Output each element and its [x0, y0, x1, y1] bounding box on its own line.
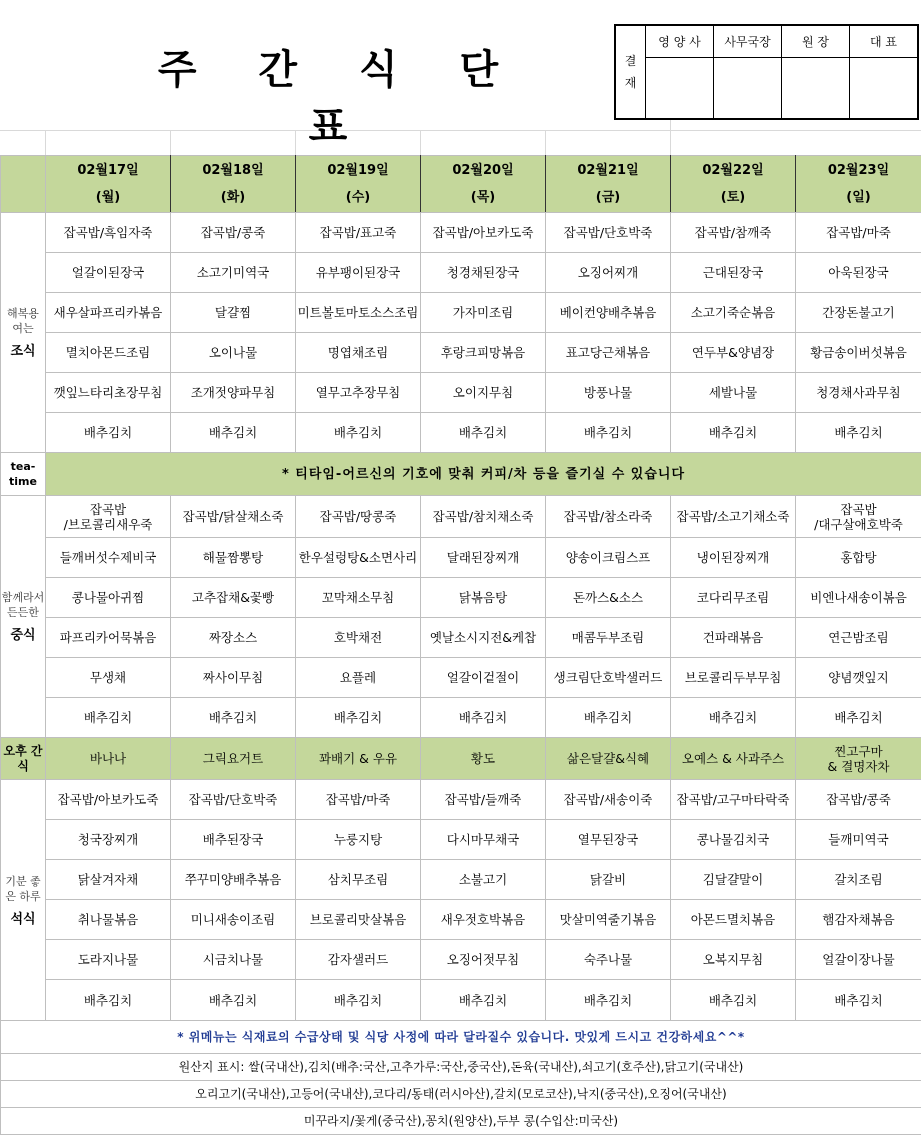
menu-item-cell: 배추김치: [421, 413, 546, 453]
menu-item-cell: 배추김치: [546, 698, 671, 738]
menu-item-cell: 소불고기: [421, 860, 546, 900]
menu-item-cell: 브로콜리두부무침: [671, 658, 796, 698]
menu-item-cell: 닭살겨자채: [46, 860, 171, 900]
menu-item-cell: 취나물볶음: [46, 900, 171, 940]
approval-col-ceo: [850, 26, 917, 118]
menu-item-cell: 옛날소시지전&케찹: [421, 618, 546, 658]
menu-item-cell: 요플레: [296, 658, 421, 698]
menu-item-cell: 배추김치: [796, 698, 921, 738]
menu-item-cell: 잡곡밥/단호박죽: [171, 780, 296, 820]
breakfast-label-sub: 해복용 여는: [7, 307, 39, 335]
menu-item-cell: 파프리카어묵볶음: [46, 618, 171, 658]
menu-item-cell: 잡곡밥/땅콩죽: [296, 496, 421, 538]
tea-time-message: * 티타임-어르신의 기호에 맞춰 커피/차 등을 즐기실 수 있습니다: [46, 453, 921, 496]
menu-item-cell: 잡곡밥/닭살채소죽: [171, 496, 296, 538]
menu-item-cell: 도라지나물: [46, 940, 171, 980]
lunch-row: [1, 496, 921, 538]
menu-item-cell: 비엔나새송이볶음: [796, 578, 921, 618]
menu-item-cell: 가자미조림: [421, 293, 546, 333]
day-of-week-label: (목): [470, 190, 496, 205]
menu-item-cell: 조개젓양파무침: [171, 373, 296, 413]
date-label: 02월18일: [202, 163, 264, 178]
breakfast-row: [1, 213, 921, 253]
menu-item-cell: 배추김치: [46, 980, 171, 1021]
menu-item-cell: 잡곡밥/단호박죽: [546, 213, 671, 253]
menu-item-cell: 닭볶음탕: [421, 578, 546, 618]
menu-item-cell: 잡곡밥/아보카도죽: [46, 780, 171, 820]
menu-item-cell: 잡곡밥/고구마타락죽: [671, 780, 796, 820]
menu-item-cell: 해물짬뽕탕: [171, 538, 296, 578]
menu-item-cell: 들깨버섯수제비국: [46, 538, 171, 578]
menu-item-cell: 시금치나물: [171, 940, 296, 980]
breakfast-row: [1, 413, 921, 453]
date-label: 02월20일: [452, 163, 514, 178]
menu-item-cell: 숙주나물: [546, 940, 671, 980]
menu-item-cell: 청경채사과무침: [796, 373, 921, 413]
menu-item-cell: 잡곡밥/표고죽: [296, 213, 421, 253]
menu-item-cell: 달걀찜: [171, 293, 296, 333]
breakfast-label: [1, 213, 46, 453]
menu-item-cell: 깻잎느타리초장무침: [46, 373, 171, 413]
date-label: 02월22일: [702, 163, 764, 178]
approval-col-label: 사무국장: [714, 26, 781, 58]
menu-item-cell: 콩나물김치국: [671, 820, 796, 860]
menu-item-cell: 황금송이버섯볶음: [796, 333, 921, 373]
menu-item-cell: 베이컨양배추볶음: [546, 293, 671, 333]
menu-item-cell: 감자샐러드: [296, 940, 421, 980]
menu-item-cell: 오이지무침: [421, 373, 546, 413]
menu-item-cell: 소고기죽순볶음: [671, 293, 796, 333]
menu-item-cell: 잡곡밥/콩죽: [796, 780, 921, 820]
header-corner: [1, 156, 46, 213]
menu-item-cell: 명엽채조림: [296, 333, 421, 373]
menu-item-cell: 배추김치: [296, 413, 421, 453]
date-header-cell: [671, 156, 796, 213]
menu-item-cell: 콩나물아귀찜: [46, 578, 171, 618]
origin-line-3: 미꾸라지/꽃게(중국산),꽁치(원양산),두부 콩(수입산:미국산): [1, 1108, 921, 1135]
menu-item-cell: 아몬드멸치볶음: [671, 900, 796, 940]
menu-item-cell: 멸치아몬드조림: [46, 333, 171, 373]
menu-item-cell: 배추김치: [421, 980, 546, 1021]
menu-item-cell: 배추김치: [171, 980, 296, 1021]
menu-item-cell: 유부팽이된장국: [296, 253, 421, 293]
menu-item-cell: 잡곡밥/콩죽: [171, 213, 296, 253]
menu-item-cell: 오징어젓무침: [421, 940, 546, 980]
menu-item-cell: 근대된장국: [671, 253, 796, 293]
menu-item-cell: 쭈꾸미양배추볶음: [171, 860, 296, 900]
menu-item-cell: 배추김치: [171, 413, 296, 453]
menu-item-cell: 배추김치: [46, 413, 171, 453]
menu-item-cell: 배추김치: [671, 980, 796, 1021]
tea-time-label: tea-time: [1, 453, 46, 496]
breakfast-row: [1, 373, 921, 413]
approval-col-label: 대 표: [850, 26, 917, 58]
dinner-label: [1, 780, 46, 1021]
menu-item-cell: 새우젓호박볶음: [421, 900, 546, 940]
origin-line-1: 원산지 표시: 쌀(국내산),김치(배추:국산,고추가루:국산,중국산),돈육(국내산),쇠고기(호주산),닭고기(국내산): [1, 1054, 921, 1081]
menu-item-cell: 배추김치: [671, 698, 796, 738]
dinner-label-sub: 기분 좋은 하루: [5, 874, 41, 903]
approval-side-label: [616, 26, 646, 118]
menu-item-cell: 잡곡밥/마죽: [296, 780, 421, 820]
date-header-cell: [46, 156, 171, 213]
menu-item-cell: 김달걀말이: [671, 860, 796, 900]
dinner-row: [1, 940, 921, 980]
menu-item-cell: 오징어찌개: [546, 253, 671, 293]
menu-item-cell: 얼갈이장나물: [796, 940, 921, 980]
date-label: 02월17일: [77, 163, 139, 178]
menu-item-cell: 잡곡밥/새송이죽: [546, 780, 671, 820]
dinner-row: [1, 860, 921, 900]
approval-box: [614, 24, 919, 120]
menu-item-cell: 짜사이무침: [171, 658, 296, 698]
menu-item-cell: 배추김치: [796, 980, 921, 1021]
menu-item-cell: 냉이된장찌개: [671, 538, 796, 578]
menu-item-cell: 열무된장국: [546, 820, 671, 860]
date-header-cell: [421, 156, 546, 213]
menu-item-cell: 배추김치: [46, 698, 171, 738]
approval-col-label: 원 장: [782, 26, 849, 58]
menu-item-cell: 햄감자채볶음: [796, 900, 921, 940]
menu-item-cell: 배추김치: [296, 980, 421, 1021]
date-header-cell: [546, 156, 671, 213]
menu-item-cell: 청경채된장국: [421, 253, 546, 293]
lunch-row: [1, 618, 921, 658]
menu-item-cell: 잡곡밥 /대구살애호박죽: [796, 496, 921, 538]
menu-item-cell: 후랑크피망볶음: [421, 333, 546, 373]
snack-item-cell: 오예스 & 사과주스: [671, 738, 796, 780]
weekly-menu-table: [0, 155, 921, 1021]
menu-item-cell: 삼치무조림: [296, 860, 421, 900]
dinner-label-main: 석식: [10, 911, 36, 927]
date-header-row: [1, 156, 921, 213]
approval-col-nutritionist: [646, 26, 714, 118]
breakfast-row: [1, 293, 921, 333]
menu-item-cell: 꼬막채소무침: [296, 578, 421, 618]
menu-item-cell: 배추김치: [421, 698, 546, 738]
breakfast-label-main: 조식: [10, 344, 36, 359]
dinner-row: [1, 900, 921, 940]
menu-item-cell: 새우살파프리카볶음: [46, 293, 171, 333]
menu-item-cell: 얼갈이겉절이: [421, 658, 546, 698]
menu-item-cell: 잡곡밥/흑임자죽: [46, 213, 171, 253]
menu-item-cell: 짜장소스: [171, 618, 296, 658]
menu-item-cell: 미트볼토마토소스조림: [296, 293, 421, 333]
menu-item-cell: 얼갈이된장국: [46, 253, 171, 293]
day-of-week-label: (금): [595, 190, 621, 205]
menu-item-cell: 표고당근채볶음: [546, 333, 671, 373]
menu-item-cell: 미니새송이조림: [171, 900, 296, 940]
menu-item-cell: 호박채전: [296, 618, 421, 658]
approval-side-char: 결: [624, 54, 637, 68]
menu-item-cell: 잡곡밥/참치채소죽: [421, 496, 546, 538]
menu-item-cell: 잡곡밥/참깨죽: [671, 213, 796, 253]
menu-item-cell: 갈치조림: [796, 860, 921, 900]
menu-item-cell: 한우설렁탕&소면사리: [296, 538, 421, 578]
approval-col-director: [782, 26, 850, 118]
menu-item-cell: 소고기미역국: [171, 253, 296, 293]
lunch-label-sub: 함께라서 든든한: [1, 591, 45, 619]
snack-item-cell: 삶은달걀&식혜: [546, 738, 671, 780]
date-label: 02월19일: [327, 163, 389, 178]
dinner-row: [1, 780, 921, 820]
menu-item-cell: 배추김치: [546, 980, 671, 1021]
grid-line: [670, 120, 671, 155]
breakfast-row: [1, 253, 921, 293]
menu-item-cell: 배추김치: [671, 413, 796, 453]
menu-item-cell: 돈까스&소스: [546, 578, 671, 618]
day-of-week-label: (수): [345, 190, 371, 205]
menu-item-cell: 양송이크림스프: [546, 538, 671, 578]
snack-row: [1, 738, 921, 780]
grid-line: [45, 130, 46, 155]
date-header-cell: [171, 156, 296, 213]
lunch-label: [1, 496, 46, 738]
lunch-row: [1, 538, 921, 578]
approval-col-office-manager: [714, 26, 782, 118]
approval-side-char: 재: [624, 76, 637, 90]
menu-item-cell: 생크림단호박샐러드: [546, 658, 671, 698]
menu-item-cell: 아욱된장국: [796, 253, 921, 293]
menu-item-cell: 잡곡밥/아보카도죽: [421, 213, 546, 253]
lunch-row: [1, 578, 921, 618]
menu-item-cell: 배추김치: [171, 698, 296, 738]
menu-item-cell: 청국장찌개: [46, 820, 171, 860]
day-of-week-label: (월): [95, 190, 121, 205]
menu-item-cell: 맛살미역줄기볶음: [546, 900, 671, 940]
menu-item-cell: 간장돈불고기: [796, 293, 921, 333]
menu-item-cell: 잡곡밥 /브로콜리새우죽: [46, 496, 171, 538]
menu-item-cell: 열무고추장무침: [296, 373, 421, 413]
menu-item-cell: 매콤두부조림: [546, 618, 671, 658]
dinner-row: [1, 980, 921, 1021]
footer-notice: * 위메뉴는 식재료의 수급상태 및 식당 사정에 따라 달라질수 있습니다. 맛있게 드시고 건강하세요^^*: [1, 1021, 921, 1054]
menu-item-cell: 연두부&양념장: [671, 333, 796, 373]
day-of-week-label: (화): [220, 190, 246, 205]
menu-item-cell: 배추김치: [546, 413, 671, 453]
menu-item-cell: 배추김치: [296, 698, 421, 738]
origin-line-2: 오리고기(국내산),고등어(국내산),코다리/동태(러시아산),갈치(모로코산),낙지(중국산),오징어(국내산): [1, 1081, 921, 1108]
menu-item-cell: 홍합탕: [796, 538, 921, 578]
snack-item-cell: 그릭요거트: [171, 738, 296, 780]
menu-item-cell: 들깨미역국: [796, 820, 921, 860]
menu-item-cell: 건파래볶음: [671, 618, 796, 658]
footer-table: [0, 1020, 921, 1135]
lunch-row: [1, 698, 921, 738]
lunch-row: [1, 658, 921, 698]
menu-item-cell: 잡곡밥/소고기채소죽: [671, 496, 796, 538]
date-label: 02월21일: [577, 163, 639, 178]
date-header-cell: [296, 156, 421, 213]
date-header-cell: [796, 156, 921, 213]
day-of-week-label: (일): [846, 190, 871, 205]
day-of-week-label: (토): [720, 190, 746, 205]
menu-item-cell: 오복지무침: [671, 940, 796, 980]
menu-item-cell: 배추김치: [796, 413, 921, 453]
page-title: 주 간 식 단 표: [157, 47, 523, 150]
menu-item-cell: 고추잡채&꽃빵: [171, 578, 296, 618]
menu-item-cell: 브로콜리맛살볶음: [296, 900, 421, 940]
menu-item-cell: 코다리무조림: [671, 578, 796, 618]
date-label: 02월23일: [827, 163, 890, 178]
menu-item-cell: 무생채: [46, 658, 171, 698]
lunch-label-main: 중식: [10, 628, 36, 643]
approval-col-label: 영 양 사: [646, 26, 713, 58]
menu-item-cell: 오이나물: [171, 333, 296, 373]
menu-item-cell: 양념깻잎지: [796, 658, 921, 698]
menu-item-cell: 닭갈비: [546, 860, 671, 900]
menu-item-cell: 세발나물: [671, 373, 796, 413]
menu-item-cell: 다시마무채국: [421, 820, 546, 860]
dinner-row: [1, 820, 921, 860]
menu-item-cell: 잡곡밥/참소라죽: [546, 496, 671, 538]
menu-item-cell: 누룽지탕: [296, 820, 421, 860]
menu-item-cell: 잡곡밥/마죽: [796, 213, 921, 253]
menu-item-cell: 잡곡밥/들깨죽: [421, 780, 546, 820]
menu-item-cell: 연근밤조림: [796, 618, 921, 658]
snack-item-cell: 바나나: [46, 738, 171, 780]
menu-item-cell: 배추된장국: [171, 820, 296, 860]
snack-label: 오후 간식: [1, 738, 46, 780]
menu-item-cell: 달래된장찌개: [421, 538, 546, 578]
snack-item-cell: 황도: [421, 738, 546, 780]
snack-item-cell: 꽈배기 & 우유: [296, 738, 421, 780]
tea-time-row: [1, 453, 921, 496]
snack-item-cell: 찐고구마 & 결명자차: [796, 738, 921, 780]
menu-item-cell: 방풍나물: [546, 373, 671, 413]
breakfast-row: [1, 333, 921, 373]
